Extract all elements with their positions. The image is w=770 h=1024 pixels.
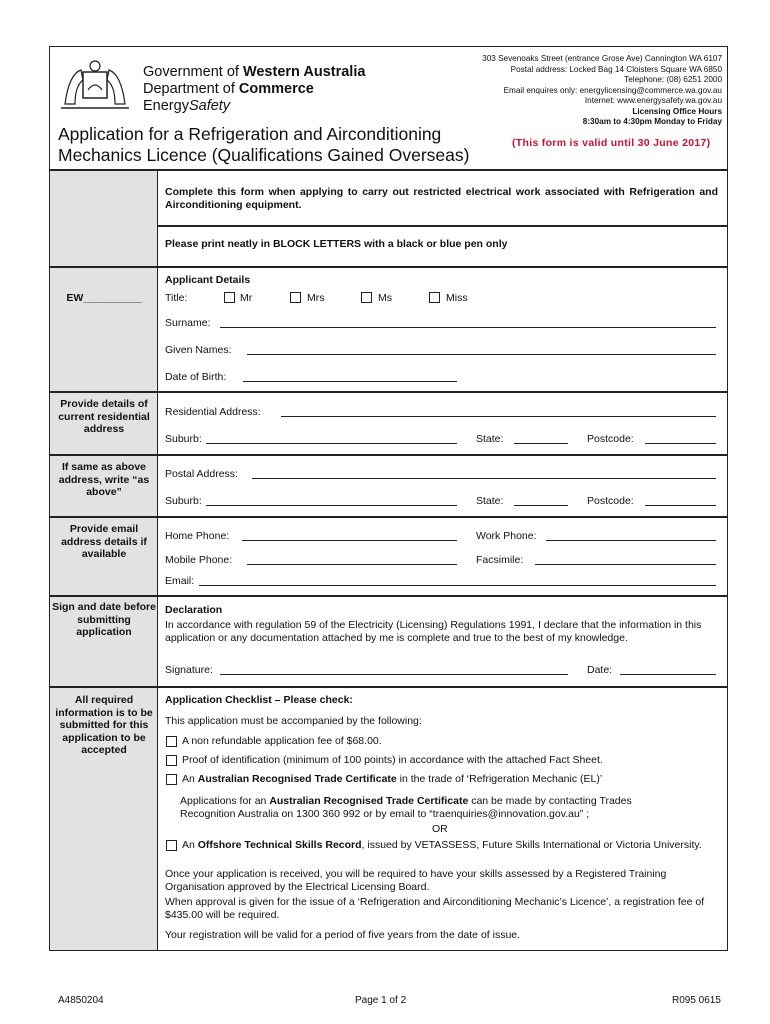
email-field[interactable] [199, 585, 716, 586]
dob-field[interactable] [243, 381, 457, 382]
dob-label: Date of Birth: [165, 371, 227, 383]
email-hint: Provide email address details if available [61, 523, 147, 560]
residential-postcode-field[interactable] [645, 443, 716, 444]
fee-item: A non refundable application fee of $68.00. [182, 735, 382, 747]
date-field[interactable] [620, 674, 716, 675]
intro-text: Complete this form when applying to carry out restricted electrical work associated with Refrigeration and Airconditioning equipment. [165, 186, 718, 211]
divider [49, 169, 728, 171]
facsimile-field[interactable] [535, 564, 716, 565]
validity-notice: (This form is valid until 30 June 2017) [512, 137, 711, 149]
postal-suburb-field[interactable] [206, 505, 457, 506]
signature-label: Signature: [165, 664, 213, 676]
skills-record-item: An Offshore Technical Skills Record, issued by VETASSESS, Future Skills International or Victoria University. [182, 839, 702, 851]
work-phone-field[interactable] [546, 540, 716, 541]
date-label: Date: [587, 664, 613, 676]
divider [49, 595, 728, 597]
trade-certificate-item: An Australian Recognised Trade Certificate in the trade of ‘Refrigeration Mechanic (EL)’ [182, 773, 603, 785]
divider [49, 266, 728, 268]
divider [158, 225, 728, 227]
residential-postcode-label: Postcode: [587, 433, 634, 445]
mobile-phone-label: Mobile Phone: [165, 554, 233, 566]
mr-label: Mr [240, 292, 253, 304]
trade-certificate-checkbox[interactable] [166, 774, 177, 785]
title-label: Title: [165, 292, 188, 304]
surname-label: Surname: [165, 317, 211, 329]
residential-hint: Provide details of current residential address [58, 398, 150, 435]
skills-record-checkbox[interactable] [166, 840, 177, 851]
checklist-intro: This application must be accompanied by the following: [165, 715, 422, 727]
postal-address-field[interactable] [252, 478, 716, 479]
applicant-heading: Applicant Details [165, 274, 251, 286]
fee-checkbox[interactable] [166, 736, 177, 747]
postal-hint: If same as above address, write “as above” [58, 461, 150, 498]
registration-fee-paragraph: When approval is given for the issue of a ‘Refrigeration and Airconditioning Mechanic’s Licence’, a registration fee of $435.00 will be required. [165, 896, 705, 921]
home-phone-label: Home Phone: [165, 530, 230, 542]
mobile-phone-field[interactable] [247, 564, 457, 565]
coat-of-arms-icon [55, 54, 135, 114]
divider [49, 686, 728, 688]
work-phone-label: Work Phone: [476, 530, 537, 542]
residential-suburb-label: Suburb: [165, 433, 202, 445]
declaration-hint: Sign and date before submitting application [52, 601, 156, 638]
postal-postcode-field[interactable] [645, 505, 716, 506]
or-label: OR [432, 823, 448, 835]
declaration-heading: Declaration [165, 604, 223, 616]
mrs-label: Mrs [307, 292, 325, 304]
divider [49, 454, 728, 456]
given-names-label: Given Names: [165, 344, 232, 356]
residential-state-field[interactable] [514, 443, 568, 444]
ms-label: Ms [378, 292, 392, 304]
page-number: Page 1 of 2 [355, 995, 407, 1006]
assessment-paragraph: Once your application is received, you will be required to have your skills assessed by a Registered Training Organisation approved by the Electrical Licensing Board. [165, 868, 667, 893]
form-code: R095 0615 [672, 995, 721, 1006]
miss-label: Miss [446, 292, 468, 304]
postal-state-label: State: [476, 495, 504, 507]
surname-field[interactable] [220, 327, 716, 328]
postal-state-field[interactable] [514, 505, 568, 506]
ew-label: EW__________ [66, 292, 142, 304]
checklist-heading: Application Checklist – Please check: [165, 694, 353, 706]
postal-postcode-label: Postcode: [587, 495, 634, 507]
residential-address-field[interactable] [281, 416, 716, 417]
residential-state-label: State: [476, 433, 504, 445]
contact-info: 303 Sevenoaks Street (entrance Grose Ave) Cannington WA 6107 Postal address: Locked Bag 14 Cloisters Square WA 6850 Telephone: (08) 6251 2000 Email enquires only: energylicensing@commerce.wa.gov.au Internet: www.energysafety.wa.gov.au Licensing Office Hours 8:30am to 4:30pm Monday to Friday [482, 54, 722, 126]
department-logo-text: Government of Western Australia Department of Commerce EnergySafety [143, 64, 366, 114]
checklist-hint: All required information is to be submitted for this application to be accepted [55, 694, 153, 756]
trade-certificate-note: Applications for an Australian Recognised Trade Certificate can be made by contacting Trades Recognition Australia on 1300 360 992 or by email to “traenquiries@innovation.gov.au” ; [180, 795, 632, 820]
postal-suburb-label: Suburb: [165, 495, 202, 507]
facsimile-label: Facsimile: [476, 554, 524, 566]
given-names-field[interactable] [247, 354, 716, 355]
residential-address-label: Residential Address: [165, 406, 261, 418]
home-phone-field[interactable] [242, 540, 457, 541]
declaration-text: In accordance with regulation 59 of the Electricity (Licensing) Regulations 1991, I declare that the information in this application or any documentation attached by me is complete and true to the best of my knowledge. [165, 619, 702, 644]
miss-checkbox[interactable] [429, 292, 440, 303]
ms-checkbox[interactable] [361, 292, 372, 303]
identification-item: Proof of identification (minimum of 100 points) in accordance with the attached Fact Sheet. [182, 754, 603, 766]
form-number: A4850204 [58, 995, 104, 1006]
email-label: Email: [165, 575, 195, 587]
mrs-checkbox[interactable] [290, 292, 301, 303]
divider [49, 516, 728, 518]
print-note: Please print neatly in BLOCK LETTERS with a black or blue pen only [165, 238, 508, 250]
signature-field[interactable] [220, 674, 568, 675]
mr-checkbox[interactable] [224, 292, 235, 303]
identification-checkbox[interactable] [166, 755, 177, 766]
validity-paragraph: Your registration will be valid for a period of five years from the date of issue. [165, 929, 521, 941]
postal-address-label: Postal Address: [165, 468, 238, 480]
form-title: Application for a Refrigeration and Airconditioning Mechanics Licence (Qualifications Gained Overseas) [58, 124, 470, 165]
residential-suburb-field[interactable] [206, 443, 457, 444]
divider [49, 391, 728, 393]
